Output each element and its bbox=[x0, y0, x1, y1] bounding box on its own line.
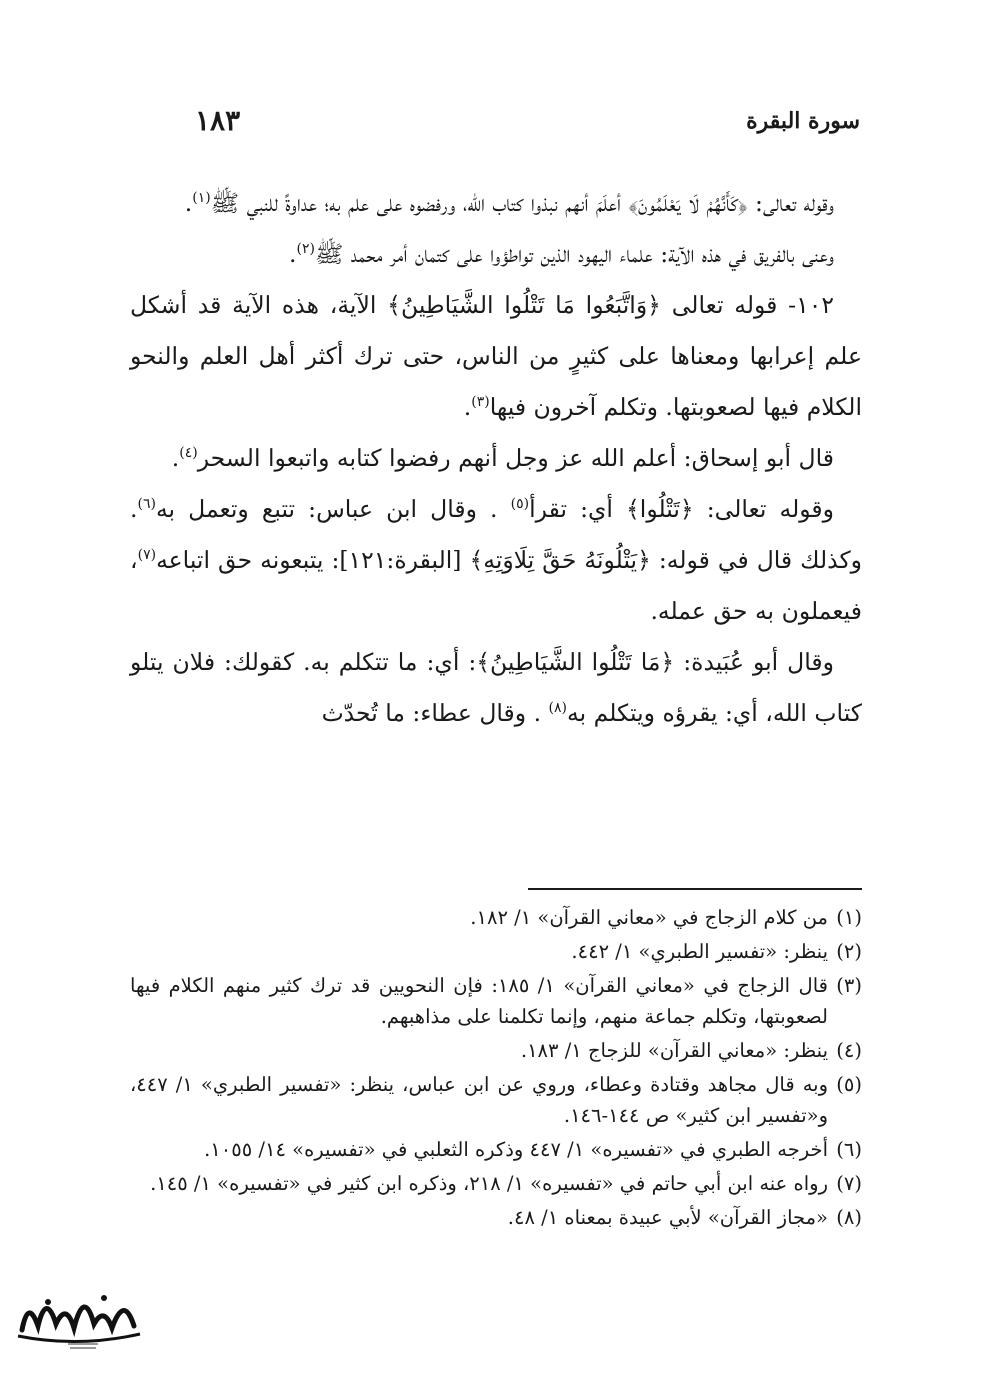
footnote-text: وبه قال مجاهد وقتادة وعطاء، وروي عن ابن عباس، ينظر: «تفسير الطبري» ١/ ٤٤٧، و«تفسير ابن كثير» ص ١٤٤-١٤٦. bbox=[130, 1073, 828, 1127]
footnote-item bbox=[130, 1134, 862, 1165]
body-text-run: ١٠٢- قوله تعالى bbox=[660, 291, 834, 319]
footnote-item bbox=[130, 1202, 862, 1233]
footnote-text: أخرجه الطبري في «تفسيره» ١/ ٤٤٧ وذكره الثعلبي في «تفسيره» ١٤/ ١٠٥٥. bbox=[204, 1138, 828, 1161]
body-text-run: ، فيعملون به حق عمله. bbox=[130, 546, 862, 625]
footnotes bbox=[130, 902, 862, 1236]
body-text-run: . وكذلك قال في قوله: bbox=[130, 495, 862, 574]
body-text-run: . bbox=[171, 444, 180, 472]
footnote-text: قال الزجاج في «معاني القرآن» ١/ ١٨٥: فإن النحويين قد ترك كثير منهم الكلام فيها لصعوبتها، وتكلم جماعة منهم، وإنما تكلمنا على مذاهبهم. bbox=[130, 974, 828, 1028]
page-number: ١٨٣ bbox=[195, 104, 241, 137]
footnote-marker: (١) bbox=[192, 190, 211, 207]
footnote-marker: (٨) bbox=[548, 700, 568, 717]
footnote-text: ينظر: «تفسير الطبري» ١/ ٤٤٢. bbox=[571, 940, 828, 963]
body-text-run: وقوله تعالى: bbox=[693, 495, 834, 523]
body-text-run: . وقال عطاء: ما تُحدّث bbox=[321, 699, 549, 727]
publisher-logo-icon bbox=[8, 1278, 148, 1358]
surah-name: سورة البقرة bbox=[746, 108, 860, 134]
body-paragraph bbox=[130, 484, 862, 637]
footnote-text: من كلام الزجاج في «معاني القرآن» ١/ ١٨٢. bbox=[470, 906, 828, 929]
body-text-run: الآية، هذه الآية قد أشكل علم إعرابها ومعناها على كثيرٍ من الناس، حتى ترك أكثر أهل العلم والنحو الكلام فيها لصعوبتها. وتكلم آخرون فيها bbox=[130, 291, 862, 421]
quran-verse: ﴿وَاتَّبَعُوا مَا تَتْلُوا الشَّيَاطِينُ﴾ bbox=[387, 291, 661, 319]
footnote-text: «مجاز القرآن» لأبي عبيدة بمعناه ١/ ٤٨. bbox=[507, 1206, 828, 1229]
body-text-run: أي: تقرأ bbox=[529, 495, 627, 523]
footnote-number: (١) bbox=[836, 906, 862, 929]
body-text-run: أعلَمَ أنهم نبذوا كتاب الله، ورفضوه على علم به؛ عداوةً للنبي ﷺ bbox=[210, 189, 629, 217]
body-text-run: . bbox=[289, 240, 297, 268]
footnote-number: (٢) bbox=[836, 940, 862, 963]
footnote-divider bbox=[528, 888, 862, 890]
body-text-run: وقوله تعالى: bbox=[747, 189, 834, 217]
footnote-item bbox=[130, 1069, 862, 1131]
body-text-run: قال أبو إسحاق: أعلم الله عز وجل أنهم رفضوا كتابه واتبعوا السحر bbox=[197, 444, 834, 472]
footnote-number: (٤) bbox=[836, 1039, 862, 1062]
footnote-marker: (٤) bbox=[179, 445, 198, 462]
footnote-item bbox=[130, 902, 862, 933]
footnote-item bbox=[130, 936, 862, 967]
main-text bbox=[130, 178, 862, 739]
body-paragraph bbox=[130, 433, 862, 484]
footnote-marker: (٢) bbox=[296, 241, 315, 258]
footnote-item bbox=[130, 970, 862, 1032]
footnote-item bbox=[130, 1035, 862, 1066]
quran-verse: ﴿يَتْلُونَهُ حَقَّ تِلَاوَتِهِ﴾ bbox=[469, 546, 651, 574]
body-paragraph bbox=[130, 178, 862, 229]
body-paragraph bbox=[130, 280, 862, 433]
footnote-marker: (٣) bbox=[471, 394, 490, 411]
quran-verse: ﴿كَأَنَّهُمْ لَا يَعْلَمُونَ﴾ bbox=[628, 189, 748, 217]
body-text-run: وقال أبو عُبَيدة: bbox=[674, 648, 834, 676]
body-text-run: . bbox=[184, 189, 193, 217]
footnote-marker: (٦) bbox=[137, 496, 156, 513]
quran-verse: ﴿مَا تَتْلُوا الشَّيَاطِينُ﴾ bbox=[476, 648, 675, 676]
quran-verse: ﴿تَتْلُوا﴾ bbox=[626, 495, 694, 523]
footnote-text: رواه عنه ابن أبي حاتم في «تفسيره» ١/ ٢١٨، وذكره ابن كثير في «تفسيره» ١/ ١٤٥. bbox=[150, 1172, 828, 1195]
page-header bbox=[195, 104, 860, 148]
body-paragraph bbox=[130, 637, 862, 739]
footnote-marker: (٧) bbox=[137, 547, 157, 564]
footnote-number: (٥) bbox=[836, 1073, 862, 1096]
body-text-run: [البقرة:١٢١]: يتبعونه حق اتباعه bbox=[156, 546, 470, 574]
body-text-run: وعنى بالفريق في هذه الآية: علماء اليهود الذين تواطؤوا على كتمان أمر محمد ﷺ bbox=[314, 240, 834, 268]
footnote-text: ينظر: «معاني القرآن» للزجاج ١/ ١٨٣. bbox=[520, 1039, 828, 1062]
footnote-number: (٦) bbox=[836, 1138, 862, 1161]
body-text-run: : أي: ما تتكلم به. كقولك: فلان يتلو كتاب الله، أي: يقرؤه ويتكلم به bbox=[130, 648, 862, 727]
logo-graphic bbox=[8, 1278, 148, 1358]
body-text-run: . bbox=[463, 393, 472, 421]
body-text-run: . وقال ابن عباس: تتبع وتعمل به bbox=[155, 495, 511, 523]
footnote-item bbox=[130, 1168, 862, 1199]
footnote-number: (٨) bbox=[836, 1206, 862, 1229]
footnote-number: (٣) bbox=[836, 974, 862, 997]
footnote-number: (٧) bbox=[836, 1172, 862, 1195]
footnote-marker: (٥) bbox=[510, 496, 530, 513]
body-paragraph bbox=[130, 229, 862, 280]
